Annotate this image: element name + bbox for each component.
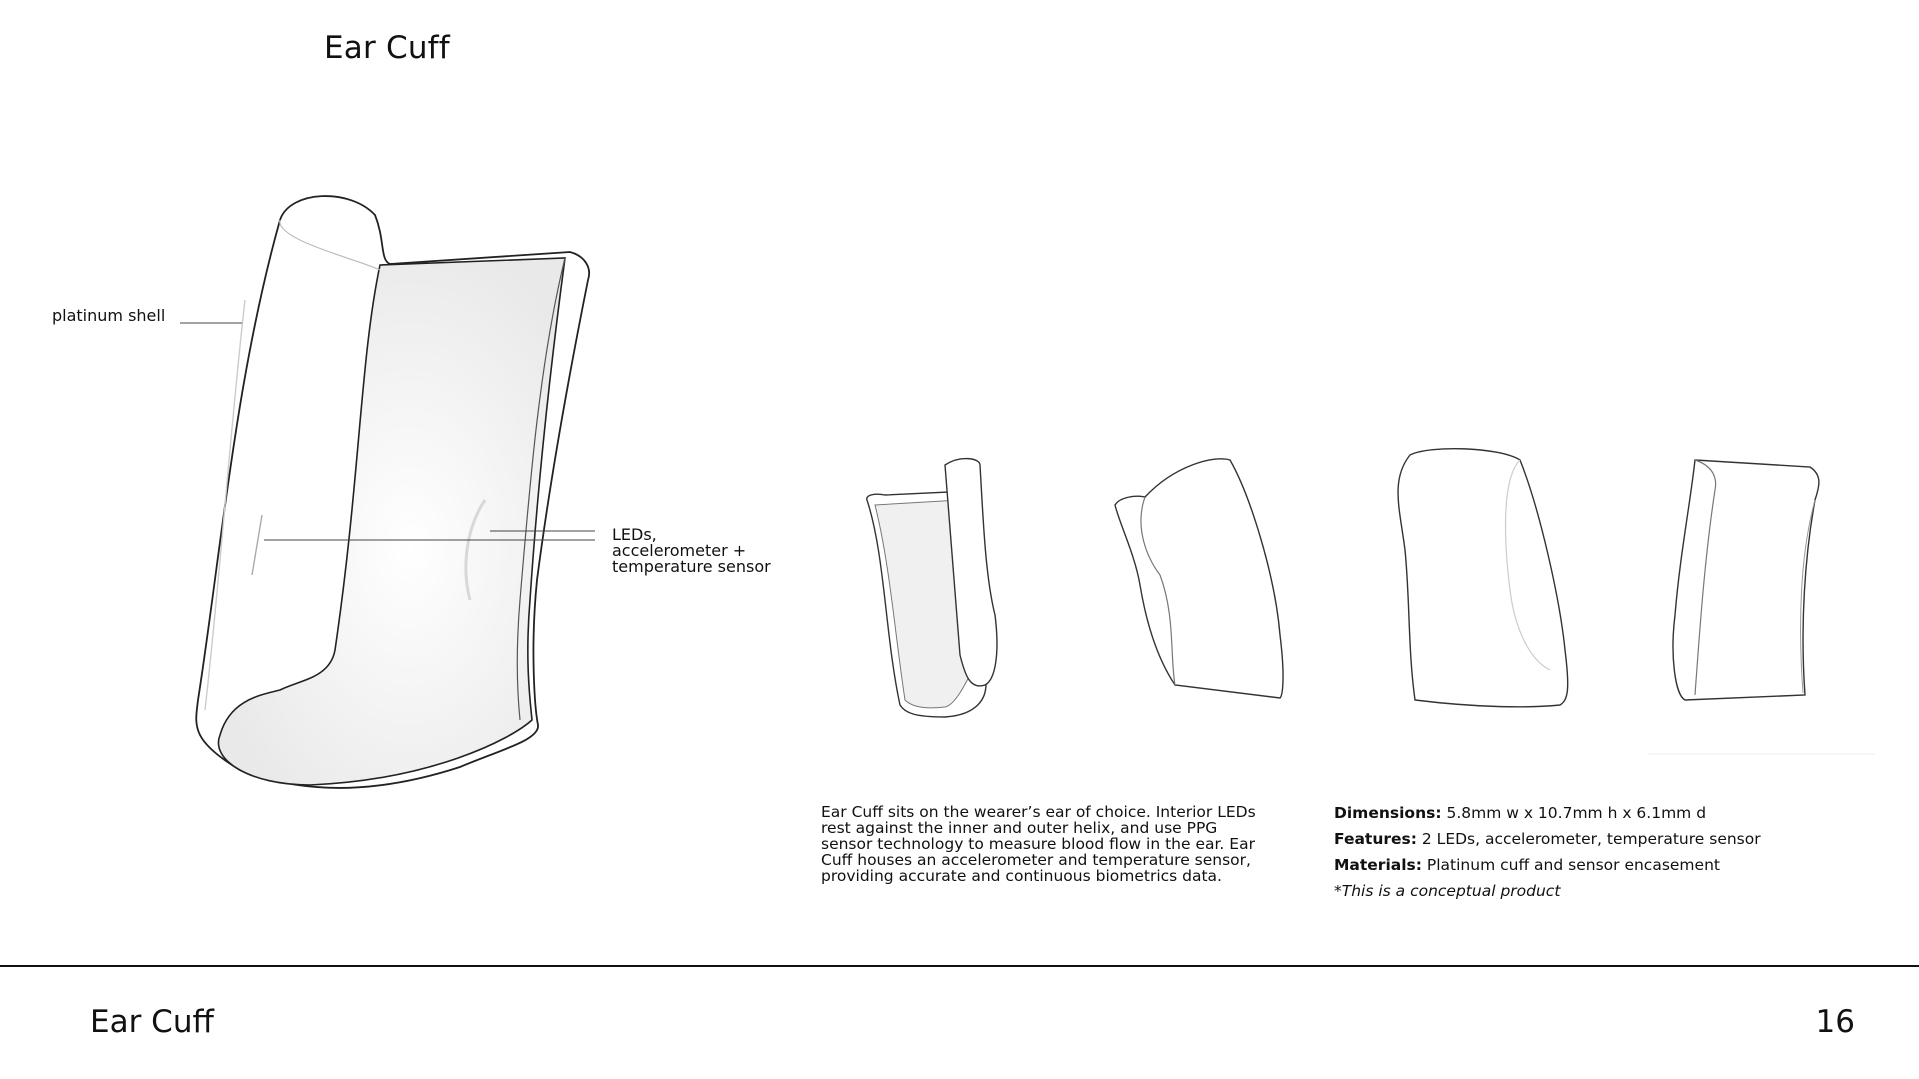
footer-title: Ear Cuff [90, 1004, 214, 1040]
page-number: 16 [1815, 1004, 1855, 1040]
spec-dimensions-value: 5.8mm w x 10.7mm h x 6.1mm d [1441, 804, 1707, 822]
spec-features [1334, 828, 1761, 854]
callout-leds-line1: LEDs, [612, 525, 657, 544]
ear-cuff-view-4 [1673, 460, 1819, 700]
product-specs [1334, 802, 1761, 906]
callout-platinum-shell: platinum shell [52, 306, 166, 325]
spec-materials-label: Materials: [1334, 856, 1422, 874]
spec-dimensions-label: Dimensions: [1334, 804, 1442, 822]
product-description: Ear Cuff sits on the wearer’s ear of choice. Interior LEDs rest against the inner and outer helix, and use PPG sensor technology to measure blood flow in the ear. Ear Cuff houses an accelerometer and temperature sensor, providing accurate and continuous biometrics data. [821, 803, 1256, 885]
ear-cuff-view-2 [1115, 459, 1283, 698]
callout-leds [612, 527, 792, 575]
spec-features-value: 2 LEDs, accelerometer, temperature sensor [1416, 830, 1761, 848]
callout-leds-line3: temperature sensor [612, 557, 771, 576]
spec-materials [1334, 854, 1761, 880]
spec-features-label: Features: [1334, 830, 1417, 848]
spec-note: *This is a conceptual product [1334, 882, 1561, 900]
page-title: Ear Cuff [324, 30, 450, 66]
ear-cuff-view-1 [867, 459, 997, 717]
ear-cuff-views [850, 440, 1880, 760]
callout-leds-line2: accelerometer + [612, 541, 747, 560]
spec-dimensions [1334, 802, 1761, 828]
footer-divider [0, 965, 1919, 967]
spec-materials-value: Platinum cuff and sensor encasement [1421, 856, 1720, 874]
ear-cuff-view-3 [1398, 449, 1568, 707]
ear-cuff-main-drawing [180, 180, 620, 820]
